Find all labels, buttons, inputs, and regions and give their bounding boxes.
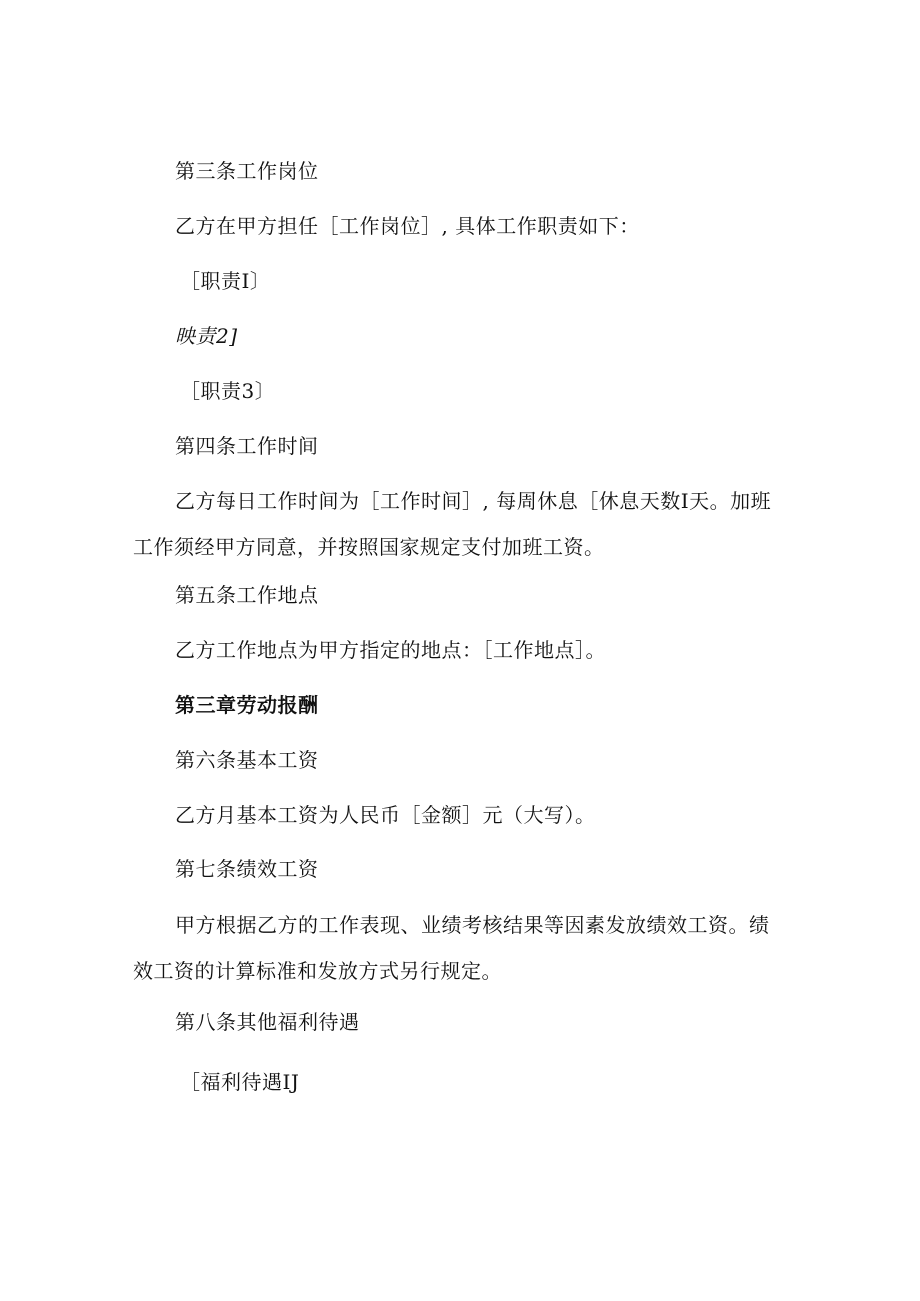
article-6-title: 第六条基本工资: [175, 748, 319, 772]
article-6-body: 乙方月基本工资为人民币［金额］元（大写）。: [175, 803, 596, 827]
article-3-title: 第三条工作岗位: [175, 159, 319, 183]
chapter-3-title: 第三章劳动报酬: [175, 693, 319, 717]
article-4-title: 第四条工作时间: [175, 434, 319, 458]
benefit-1: ［福利待遇IJ: [180, 1070, 300, 1094]
duty-3: ［职责3〕: [180, 379, 276, 403]
article-7-title: 第七条绩效工资: [175, 857, 319, 881]
article-5-body: 乙方工作地点为甲方指定的地点：［工作地点］。: [175, 638, 606, 662]
article-7-body: 甲方根据乙方的工作表现、业绩考核结果等因素发放绩效工资。绩效工资的计算标准和发放方式另行规定。: [133, 913, 770, 983]
article-3-body: 乙方在甲方担任［工作岗位］, 具体工作职责如下：: [175, 214, 640, 238]
duty-2: 映责2]: [175, 324, 238, 348]
article-8-title: 第八条其他福利待遇: [175, 1010, 360, 1034]
article-5-title: 第五条工作地点: [175, 583, 319, 607]
article-4-body: 乙方每日工作时间为［工作时间］, 每周休息［休息天数I天。加班工作须经甲方同意，并按照国家规定支付加班工资。: [133, 489, 772, 559]
duty-1: ［职责I〕: [180, 269, 271, 293]
